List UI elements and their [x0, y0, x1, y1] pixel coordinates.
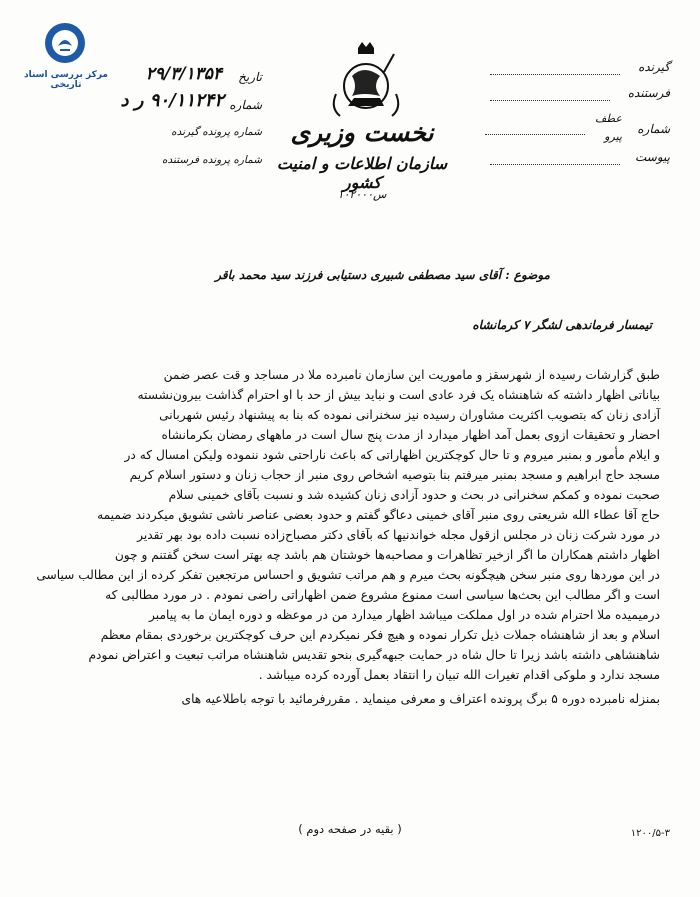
number-label: شماره	[637, 122, 670, 136]
archive-emblem-icon	[40, 20, 90, 66]
body-line: در این موردها روی منبر سخن هیچگونه بحث میرم و هم مراتب تشویق و احساس مرتجعین تفکر کرده از این مطالب سیاسی	[36, 568, 660, 582]
body-line: حاج آقا عطاء الله شریعتی روی منبر آقای خمینی دعاگو گفتم و حدود بعضی عناصر ناشی تشویق میکردند ضمیمه	[97, 508, 660, 522]
letter-number-value: ۹۰/۱۱۲۴۲ ر د	[120, 90, 224, 111]
date-value: ۲۹/۳/۱۳۵۴	[145, 64, 222, 84]
letterhead-emblem	[262, 42, 462, 212]
body-line: مسجد حاج ابراهیم و مسجد بمنبر میرفتم بنا بتوصیه اشخاص روی منبر از حجاب زنان و دستور اسلام کریم	[129, 468, 660, 482]
body-line: بیاناتی اظهار داشته که شاهنشاه یک فرد عادی است و نباید بیش از حد با او احترام گذاشت بیرون‌نشسته	[137, 388, 660, 402]
continuation-note: ( بقیه در صفحه دوم )	[298, 822, 402, 836]
subject-line: موضوع : آقای سید مصطفی شبیری دستیابی فرزند سید محمد باقر	[215, 268, 550, 282]
body-line: درمیمیده ملا احترام شده در اول مملکت میباشد اظهار میدارد من در موعظه و دوره ایمان ما به پیامبر	[149, 608, 660, 622]
body-line: اظهار داشتم همکاران ما اگر ازخیر تظاهرات و مصاحبه‌ها خوشتان هم باشد چه بهتر است سخن گفتنم و چون	[114, 548, 660, 562]
number-part-peyro: پیرو	[604, 130, 622, 143]
body-line: احضار و تحقیقات ازوی بعمل آمد اظهار میدارد از مدت پنج سال است در ماههای رمضان بکرمانشاه	[161, 428, 660, 442]
letter-number-label: شماره	[229, 98, 262, 112]
sender-field	[490, 100, 610, 101]
body-line: در مورد شرکت زنان در مجلس ازقول مجله خواندنیها که بآقای دکتر مصباح‌زاده نسبت داده بود بهر تقدیر	[137, 528, 660, 542]
attachment-field	[490, 164, 620, 165]
recipient-field	[490, 74, 620, 75]
archive-logo	[10, 20, 122, 90]
closing-line: بمنزله نامبرده دوره ۵ برگ پرونده اعتراف و معرفی مینماید . مقررفرمائید با توجه باطلاعیه های	[181, 692, 660, 706]
archive-logo-text: مرکز بررسی اسناد تاریخی	[24, 70, 108, 90]
number-field	[485, 134, 585, 135]
body-line: و ایلام مأمور و بمنبر میروم و تا حال کوچکترین اظهاراتی که باعث ناراحتی شود ننموده ولیکن امسال که در	[124, 448, 660, 462]
date-label: تاریخ	[238, 70, 262, 84]
body-line: است و اگر مطالب این بحث‌ها سیاسی است ممنوع مشروع ضمن اظهاراتی راضی نمودم . در مورد مطالبی که	[105, 588, 660, 602]
body-line: شاهنشاهی داشته باشد زیرا تا حال شاه در حمایت جبهه‌گیری بنحو تقدیس شاهنشاه مراتب تبعیت و اعتراض نمودم	[88, 648, 660, 662]
sender-file-label: شماره پرونده فرستنده	[162, 154, 262, 166]
emblem-organization: سازمان اطلاعات و امنیت کشور	[276, 154, 448, 192]
letter-body	[36, 365, 660, 709]
header-left	[112, 64, 262, 185]
sender-label: فرستنده	[627, 86, 670, 100]
attachment-label: پیوست	[635, 150, 670, 164]
emblem-code: س۱۰۲۰۰۰	[337, 188, 387, 201]
footer-code: ۱۲۰۰/۵-۳	[630, 828, 670, 839]
header-right	[470, 58, 670, 173]
number-part-atf: عطف	[595, 112, 622, 125]
recipient-label: گیرنده	[638, 60, 670, 74]
body-line: آزادی زنان که بتصویب اکثریت مشاوران رسیده نیز سخنرانی نموده که بنا به پیشنهاد رئیس شهربانی	[159, 408, 660, 422]
emblem-title: نخست وزیری	[290, 118, 434, 147]
body-line: طبق گزارشات رسیده از شهرسقز و ماموریت این سازمان نامبرده ملا در مساجد و قت عصر ضمن	[163, 368, 660, 382]
receiver-file-label: شماره پرونده گیرنده	[171, 126, 262, 138]
body-line: مسجد ندارد و ملوکی اقدام تغیرات الله تبیان را انتقاد بعمل آورده کرده میباشد .	[258, 668, 660, 682]
addressee-line: تیمسار فرماندهی لشگر ۷ کرمانشاه	[472, 318, 652, 332]
lion-and-sun-icon	[326, 42, 406, 124]
body-line: اسلام و بعد از شاهنشاه جملات ذیل تکرار نموده و هیچ فکر نمیکردم این حرف کوچکترین برخوردی بمقام معظم	[100, 628, 660, 642]
body-line: صحبت نموده و کمکم سخنرانی در بحث و حدود آزادی زنان کشیده شد و نسبت بآقای خمینی سلام	[168, 488, 660, 502]
